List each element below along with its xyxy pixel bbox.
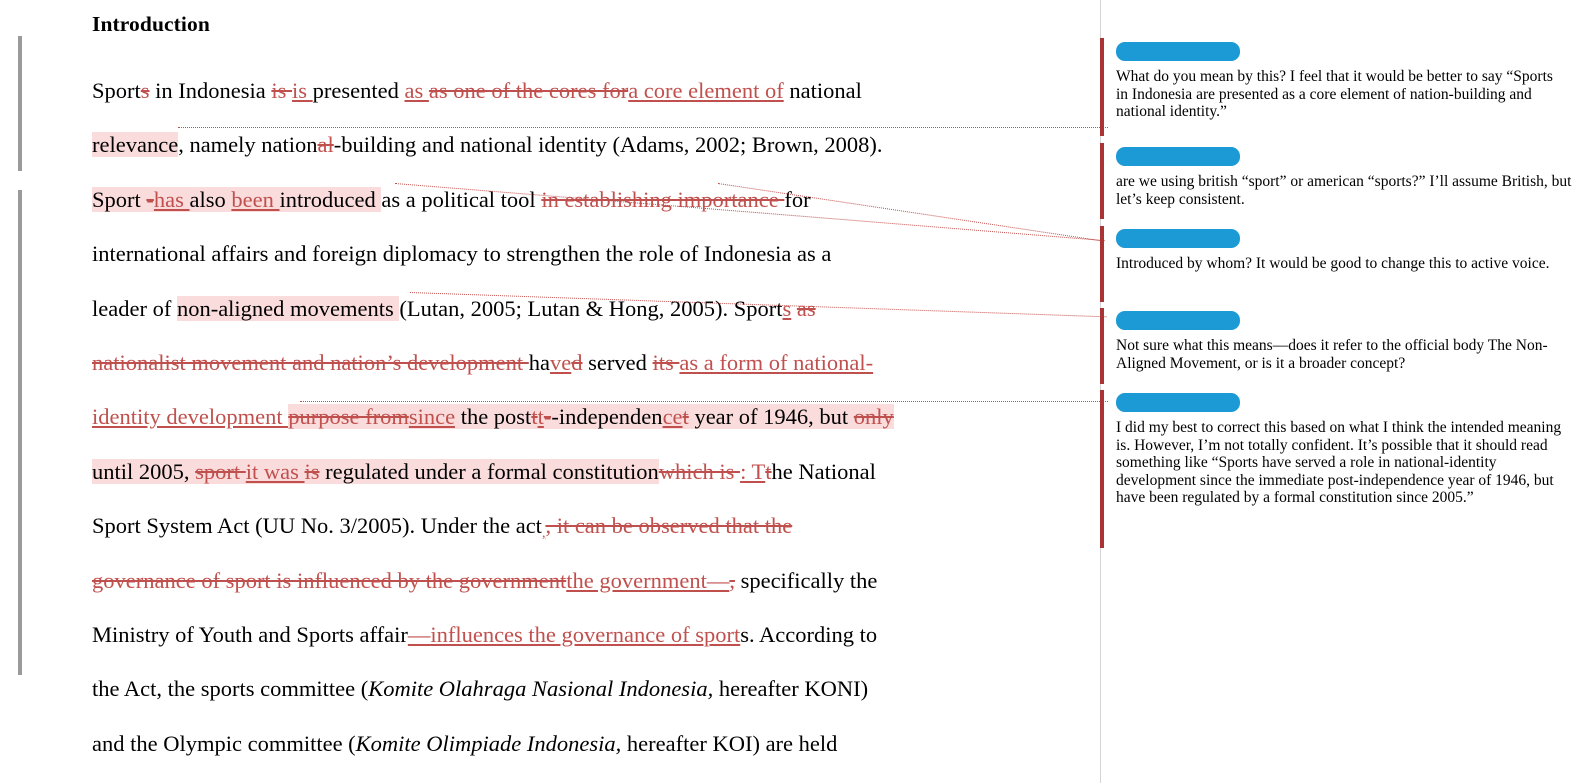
document-line: [92, 296, 816, 322]
comment-bar-4: [1100, 308, 1104, 384]
text-run-ins: since: [408, 404, 456, 430]
text-run-plain: Sport System Act (UU No. 3/2005). Under the act: [92, 513, 542, 539]
comment-author-redaction: [1116, 42, 1240, 61]
comment-author-redaction: [1116, 229, 1240, 248]
text-run-del: its: [652, 350, 680, 375]
text-run-del: in establishing importance: [541, 186, 785, 212]
text-run-plain: he National: [771, 458, 876, 484]
text-run-plain: as a political tool: [381, 186, 542, 212]
text-run-del: which is: [658, 458, 741, 484]
text-run-plain: relevance: [92, 132, 179, 158]
text-run-ins: t: [537, 404, 544, 430]
comment-text: What do you mean by this? I feel that it would be better to say “Sports in Indonesia are presented as a core element of nation-building and national identity.”: [1116, 68, 1553, 121]
page-title: Introduction: [92, 12, 210, 36]
text-run-plain: regulated under a formal constitution: [319, 458, 659, 484]
text-run-del: governance of sport is influenced by the government: [92, 567, 567, 593]
text-run-del: -: [146, 186, 154, 212]
comment-1[interactable]: [1116, 42, 1568, 121]
text-run-ins: as a form of national-: [679, 350, 874, 375]
change-bar-upper: [18, 36, 22, 171]
document-line: [92, 459, 876, 485]
document-line: [92, 132, 882, 158]
comment-bar-5: [1100, 390, 1104, 548]
text-run-plain: and the Olympic committee (: [92, 730, 356, 756]
comment-text: Not sure what this means—does it refer to the official body The Non-Aligned Movement, or is it a broader concept?: [1116, 337, 1548, 372]
comment-author-redaction: [1116, 393, 1240, 412]
text-run-del: purpose from: [288, 404, 409, 430]
comment-5[interactable]: [1116, 393, 1568, 507]
text-run-ins: s: [782, 295, 792, 321]
text-run-plain: served: [582, 350, 653, 375]
text-run-plain: also: [189, 186, 232, 212]
text-run-italic: Komite Olahraga Nasional Indonesia,: [368, 676, 714, 702]
text-run-ins: been: [231, 186, 280, 212]
document-line: [92, 78, 862, 104]
comment-pane[interactable]: [1100, 0, 1585, 783]
comment-3[interactable]: [1116, 229, 1568, 273]
comment-4[interactable]: [1116, 311, 1568, 372]
comment-author-redaction: [1116, 311, 1240, 330]
text-run-plain: s: [740, 622, 749, 647]
text-run-ins: as: [404, 78, 429, 103]
text-run-plain: -building and national identity (Adams, 2002; Brown, 2008).: [333, 132, 883, 158]
comment-bar-3: [1100, 226, 1104, 302]
text-run-del: nationalist movement and nation’s development: [92, 350, 529, 375]
text-run-del: is: [271, 78, 293, 103]
text-run-plain: -independen: [551, 404, 663, 430]
text-run-plain: the post: [455, 404, 532, 430]
text-run-del: t: [682, 404, 689, 430]
text-run-ins-small: ,: [541, 526, 546, 542]
comment-2[interactable]: [1116, 147, 1572, 208]
text-run-ins: is: [292, 78, 313, 103]
document-line: [92, 241, 831, 267]
text-run-plain: presented: [312, 78, 405, 103]
text-run-del: sport: [195, 458, 246, 484]
text-run-plain: Sport: [92, 186, 147, 212]
document-text-area[interactable]: [92, 0, 1092, 783]
text-run-plain: . According to: [749, 622, 878, 647]
text-run-ins: : T: [740, 458, 766, 484]
text-run-plain: in Indonesia: [149, 78, 272, 103]
text-run-plain: for: [784, 186, 811, 212]
text-run-del: as one of the cores for: [428, 78, 629, 103]
text-run-plain: Ministry of Youth and Sports affair: [92, 622, 408, 647]
text-run-plain: Sport: [92, 78, 141, 103]
document-line: [92, 187, 811, 213]
text-run-ins: a core element of: [628, 78, 784, 103]
text-run-plain: international affairs and foreign diplomacy to strengthen the role of Indonesia as a: [92, 241, 832, 267]
text-run-plain: ha: [528, 350, 551, 375]
text-run-plain: non-aligned movements: [176, 295, 400, 321]
text-run-ins: —influences the governance of sport: [407, 622, 741, 647]
comment-text: Introduced by whom? It would be good to change this to active voice.: [1116, 255, 1550, 272]
text-run-del: t: [765, 458, 772, 484]
document-line: [92, 513, 792, 547]
text-run-plain: introduced: [279, 186, 382, 212]
text-run-del: al: [317, 132, 334, 158]
text-run-del: , it can be observed that the: [545, 513, 793, 539]
document-line: [92, 568, 877, 594]
text-run-ins: identity development: [92, 404, 289, 430]
text-run-plain: (Lutan, 2005; Lutan & Hong, 2005). Sport: [399, 295, 783, 321]
text-run-del: is: [304, 458, 320, 484]
text-run-italic: Komite Olimpiade Indonesia,: [355, 730, 622, 756]
change-bar-lower: [18, 190, 22, 675]
text-run-plain: national: [783, 78, 862, 103]
text-run-plain: hereafter KONI): [713, 676, 869, 702]
text-run-plain: specifically the: [734, 567, 878, 593]
text-run-del: s: [140, 78, 150, 103]
document-line: [92, 404, 894, 430]
document-line: [92, 350, 873, 376]
text-run-del: t: [531, 404, 538, 430]
document-line: [92, 622, 877, 648]
text-run-del: as: [796, 295, 816, 321]
text-run-del: -: [543, 404, 552, 430]
text-run-plain: , namely nation: [178, 132, 318, 158]
comment-text: are we using british “sport” or american “sports?” I’ll assume British, but let’s keep consistent.: [1116, 173, 1572, 208]
text-run-plain: leader of: [92, 295, 177, 321]
comment-text: I did my best to correct this based on what I think the intended meaning is. However, I’m not totally confident. It’s possible that it should read something like “Sports have served a role in national-identity development since the immediate post-independence year of 1946, but have been regulated by a formal constitution since 2005.”: [1116, 419, 1562, 507]
text-run-ins: ve: [550, 350, 572, 375]
comment-author-redaction: [1116, 147, 1240, 166]
text-run-del: only: [853, 404, 894, 430]
document-line: [92, 731, 837, 757]
text-run-plain: year of 1946, but: [688, 404, 854, 430]
comment-bar-1: [1100, 38, 1104, 136]
comment-bar-2: [1100, 143, 1104, 219]
text-run-ins: the government—: [566, 567, 730, 593]
text-run-plain: hereafter KOI) are held: [621, 730, 838, 756]
text-run-ins: it was: [245, 458, 305, 484]
text-run-ins: has: [153, 186, 190, 212]
text-run-del: d: [571, 350, 583, 375]
text-run-plain: until 2005,: [92, 458, 196, 484]
text-run-ins: ce: [662, 404, 683, 430]
text-run-plain: the Act, the sports committee (: [92, 676, 369, 702]
text-run-del: ,: [729, 567, 735, 593]
document-line: [92, 676, 868, 702]
